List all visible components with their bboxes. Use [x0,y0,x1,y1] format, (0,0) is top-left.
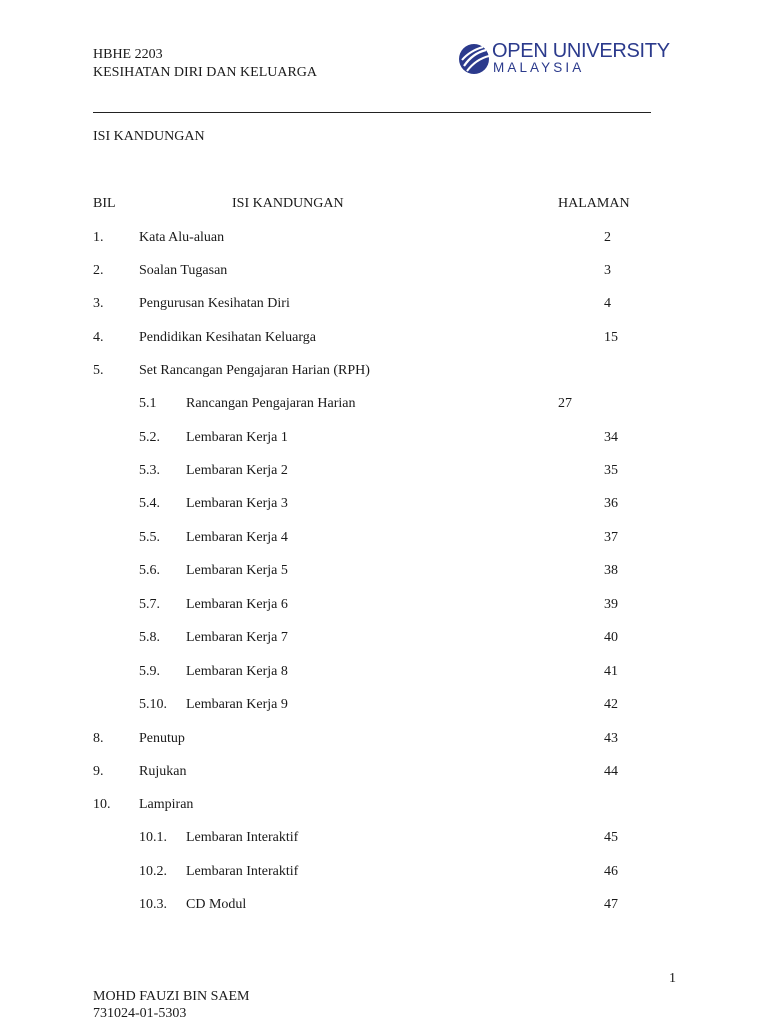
toc-subentry-number: 10.3. [139,897,167,912]
toc-subentry [0,463,768,483]
toc-subentry-title: Lembaran Kerja 8 [186,664,288,679]
toc-subentry-title: Lembaran Kerja 4 [186,530,288,545]
toc-entry [0,731,768,751]
col-header-page: HALAMAN [558,196,630,211]
header-divider [93,112,651,113]
toc-subentry [0,864,768,884]
toc-entry-number: 1. [93,230,104,245]
toc-subentry-number: 5.10. [139,697,167,712]
toc-subentry-number: 5.6. [139,563,160,578]
toc-entry-page: 41 [604,664,618,679]
toc-subentry [0,897,768,917]
toc-subentry-title: Lembaran Kerja 3 [186,496,288,511]
toc-entry [0,296,768,316]
toc-entry-title: Pengurusan Kesihatan Diri [139,296,290,311]
toc-subentry-title: Lembaran Interaktif [186,830,299,845]
toc-subentry-number: 5.5. [139,530,160,545]
toc-subentry-number: 10.1. [139,830,167,845]
toc-subentry-number: 5.3. [139,463,160,478]
toc-subentry-number: 10.2. [139,864,167,879]
toc-entry-page: 47 [604,897,618,912]
toc-entry-page: 34 [604,430,618,445]
toc-header-row [0,196,768,216]
toc-entry-page: 38 [604,563,618,578]
toc-subentry [0,830,768,850]
toc-entry-title: Set Rancangan Pengajaran Harian (RPH) [139,363,370,378]
toc-subentry [0,430,768,450]
toc-entry-page: 42 [604,697,618,712]
toc-entry-page: 44 [604,764,618,779]
toc-subentry-number: 5.8. [139,630,160,645]
university-logo [458,40,670,77]
toc-entry-number: 10. [93,797,111,812]
logo-text-line2: MALAYSIA [493,60,585,75]
toc-subentry-title: Lembaran Kerja 1 [186,430,288,445]
toc-entry-page: 27 [558,396,572,411]
toc-entry-title: Soalan Tugasan [139,263,228,278]
course-code: HBHE 2203 [93,47,163,62]
toc-entry-page: 45 [604,830,618,845]
toc-entry-page: 3 [604,263,611,278]
toc-subentry-number: 5.2. [139,430,160,445]
toc-subentry-number: 5.1 [139,396,157,411]
toc-entry [0,764,768,784]
toc-subentry [0,664,768,684]
col-header-bil: BIL [93,196,116,211]
footer-student-name: MOHD FAUZI BIN SAEM [93,989,250,1004]
toc-subentry [0,597,768,617]
section-title: ISI KANDUNGAN [93,129,205,144]
toc-subentry-title: Lembaran Kerja 6 [186,597,288,612]
toc-entry [0,797,768,817]
toc-entry-number: 4. [93,330,104,345]
toc-entry-number: 3. [93,296,104,311]
toc-subentry [0,697,768,717]
toc-entry-page: 35 [604,463,618,478]
toc-subentry-title: Lembaran Kerja 7 [186,630,288,645]
toc-entry-number: 9. [93,764,104,779]
toc-entry-title: Pendidikan Kesihatan Keluarga [139,330,317,345]
toc-entry-number: 2. [93,263,104,278]
toc-entry-title: Kata Alu-aluan [139,230,225,245]
toc-entry [0,330,768,350]
page-number: 1 [669,971,676,986]
toc-subentry [0,496,768,516]
toc-subentry-title: Rancangan Pengajaran Harian [186,396,356,411]
toc-entry-page: 4 [604,296,611,311]
toc-entry-title: Rujukan [139,764,187,779]
logo-text-line1: OPEN UNIVERSITY [492,40,670,62]
toc-subentry-title: Lembaran Kerja 9 [186,697,288,712]
toc-entry-title: Penutup [139,731,185,746]
toc-subentry [0,396,768,416]
toc-subentry [0,630,768,650]
toc-entry-page: 40 [604,630,618,645]
toc-entry [0,263,768,283]
toc-entry-page: 2 [604,230,611,245]
toc-subentry-title: Lembaran Interaktif [186,864,299,879]
toc-subentry-number: 5.7. [139,597,160,612]
toc-entry-title: Lampiran [139,797,194,812]
toc-entry-page: 43 [604,731,618,746]
toc-subentry [0,530,768,550]
toc-subentry [0,563,768,583]
toc-entry-number: 8. [93,731,104,746]
toc-entry-page: 15 [604,330,618,345]
toc-entry-number: 5. [93,363,104,378]
oum-globe-icon [458,43,490,75]
toc-entry-page: 39 [604,597,618,612]
toc-subentry-number: 5.9. [139,664,160,679]
course-title: KESIHATAN DIRI DAN KELUARGA [93,65,318,80]
toc-entry-page: 37 [604,530,618,545]
toc-subentry-number: 5.4. [139,496,160,511]
toc-subentry-title: CD Modul [186,897,247,912]
toc-subentry-title: Lembaran Kerja 2 [186,463,288,478]
toc-subentry-title: Lembaran Kerja 5 [186,563,288,578]
toc-entry-page: 36 [604,496,618,511]
toc-entry [0,363,768,383]
toc-entry [0,230,768,250]
toc-entry-page: 46 [604,864,618,879]
footer-student-id: 731024-01-5303 [93,1006,187,1021]
col-header-content: ISI KANDUNGAN [232,196,344,211]
